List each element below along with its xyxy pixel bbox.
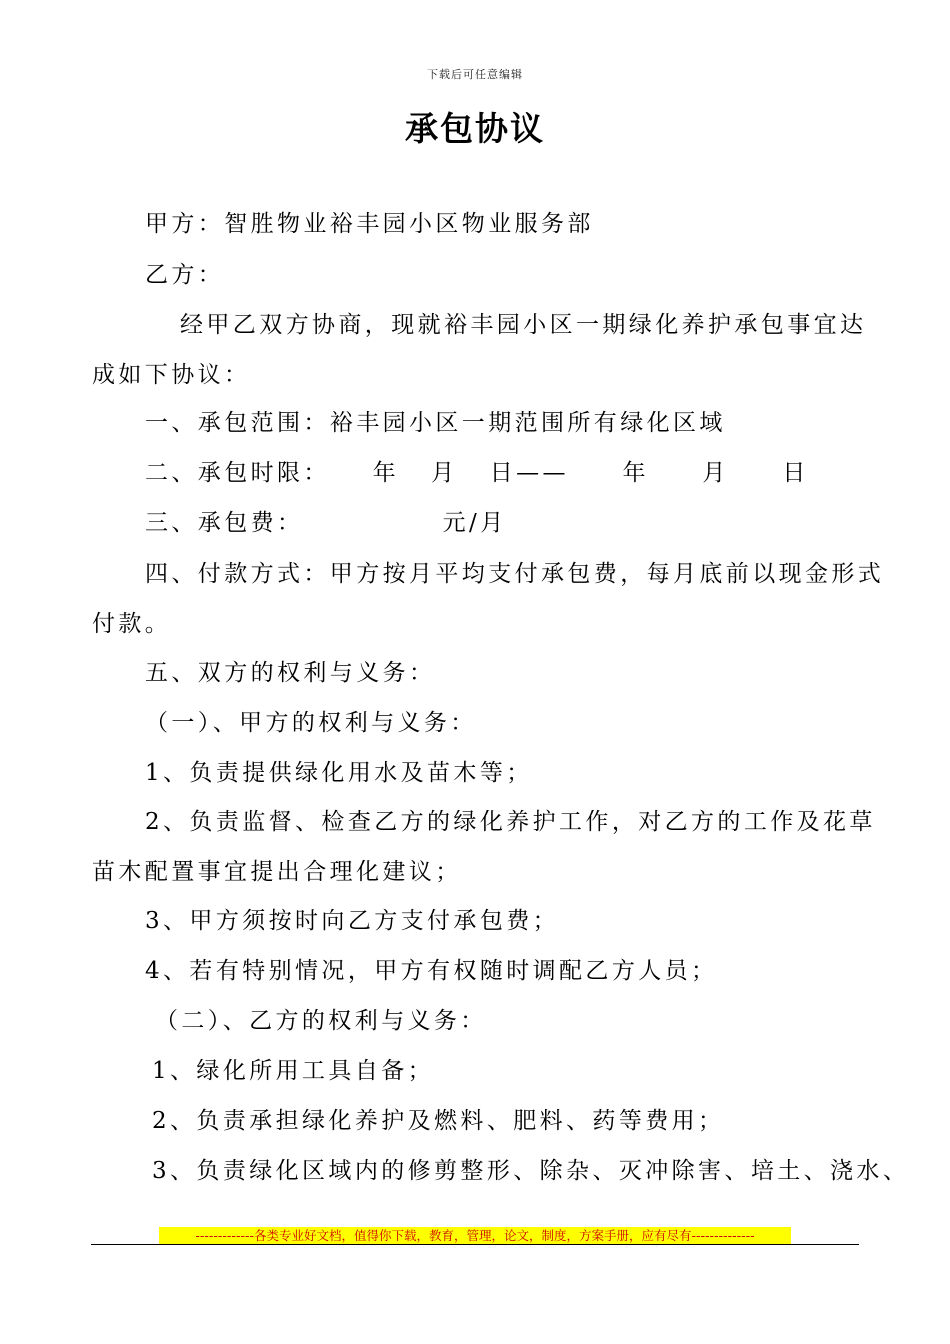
subsection-party-a: （一）、甲方的权利与义务： bbox=[145, 710, 477, 736]
party-b-item-1: 1、绿化所用工具自备； bbox=[152, 1058, 435, 1084]
header-note: 下载后可任意编辑 bbox=[427, 68, 523, 81]
party-a-item-1: 1、负责提供绿化用水及苗木等； bbox=[145, 760, 533, 786]
clause-payment-line-2: 付款。 bbox=[92, 611, 172, 637]
clause-fee: 三、承包费： 元/月 bbox=[145, 510, 507, 536]
party-a-item-2-line-1: 2、负责监督、检查乙方的绿化养护工作，对乙方的工作及花草 bbox=[145, 809, 876, 835]
party-b-line: 乙方： bbox=[145, 262, 225, 288]
subsection-party-b: （二）、乙方的权利与义务： bbox=[155, 1008, 487, 1034]
party-b-item-3: 3、负责绿化区域内的修剪整形、除杂、灭冲除害、培土、浇水、 bbox=[152, 1158, 910, 1184]
footer-divider bbox=[91, 1244, 859, 1245]
intro-paragraph-line-1: 经甲乙双方协商，现就裕丰园小区一期绿化养护承包事宜达 bbox=[180, 312, 867, 338]
intro-paragraph-line-2: 成如下协议： bbox=[92, 362, 251, 388]
section-rights-obligations: 五、双方的权利与义务： bbox=[145, 660, 436, 686]
clause-term: 二、承包时限： 年 月 日—— 年 月 日 bbox=[145, 460, 809, 486]
clause-scope: 一、承包范围：裕丰园小区一期范围所有绿化区域 bbox=[145, 410, 726, 436]
party-a-line: 甲方：智胜物业裕丰园小区物业服务部 bbox=[145, 211, 594, 237]
party-a-item-4: 4、若有特别情况，甲方有权随时调配乙方人员； bbox=[145, 958, 718, 984]
party-b-item-2: 2、负责承担绿化养护及燃料、肥料、药等费用； bbox=[152, 1108, 725, 1134]
document-title: 承包协议 bbox=[405, 109, 545, 148]
clause-payment-line-1: 四、付款方式：甲方按月平均支付承包费，每月底前以现金形式 bbox=[145, 561, 885, 587]
party-a-item-3: 3、甲方须按时向乙方支付承包费； bbox=[145, 908, 560, 934]
party-a-item-2-line-2: 苗木配置事宜提出合理化建议； bbox=[92, 859, 462, 885]
footer-banner: -------------各类专业好文档，值得你下载，教育，管理，论文，制度，方案手册，应有尽有-------------- bbox=[159, 1227, 791, 1244]
